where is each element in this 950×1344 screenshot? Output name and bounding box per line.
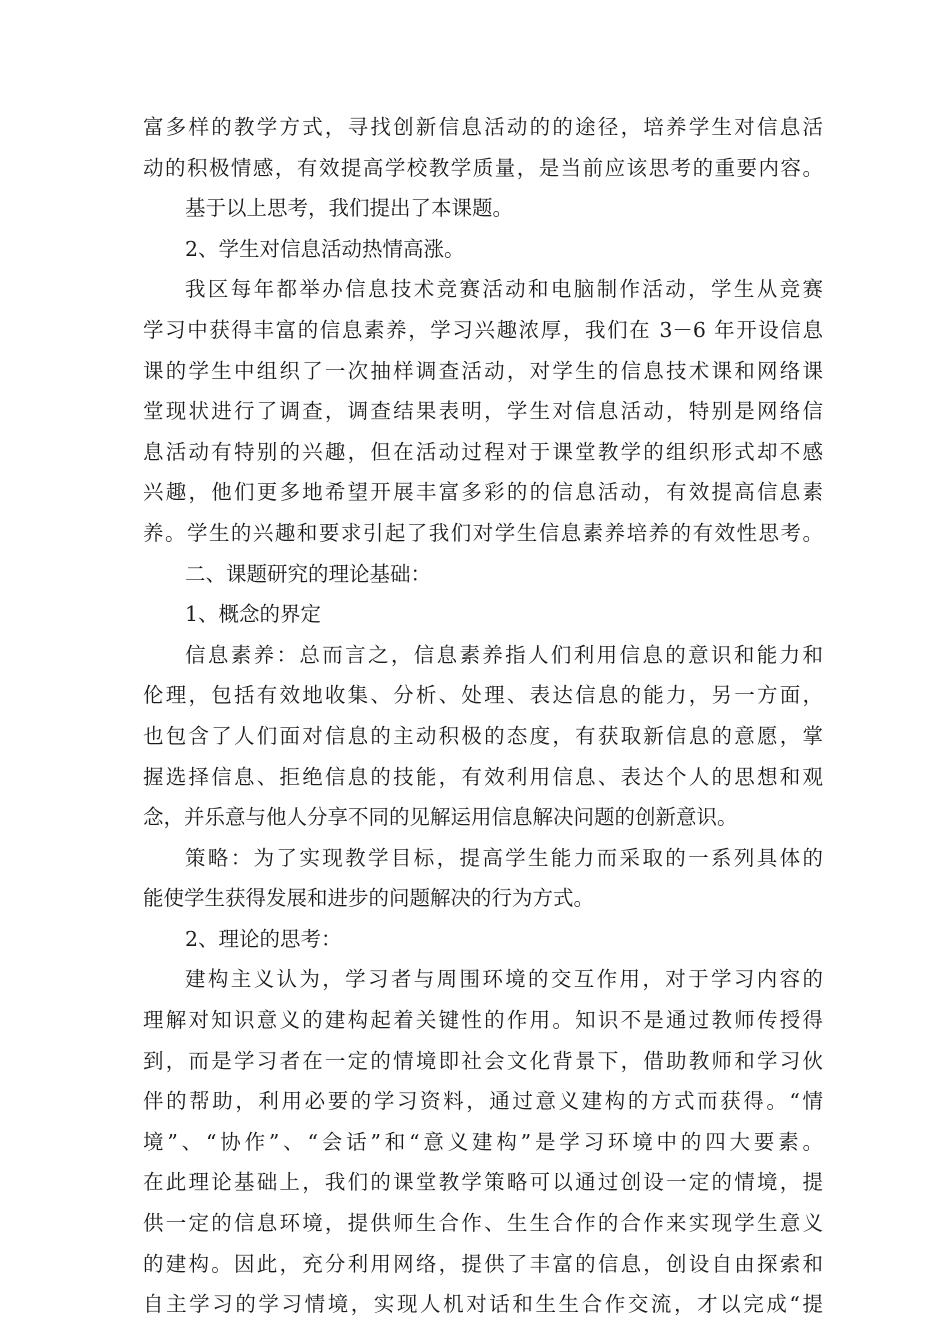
text-line: 基于以上思考，我们提出了本课题。 xyxy=(185,196,513,221)
text-line: 二、课题研究的理论基础： xyxy=(185,561,431,586)
document-body xyxy=(143,107,823,1325)
text-line: 建构主义认为，学习者与周围环境的交互作用，对于学习内容的 xyxy=(185,967,823,992)
text-line: 能使学生获得发展和进步的问题解决的行为方式。 xyxy=(143,886,594,911)
text-line: 2、学生对信息活动热情高涨。 xyxy=(185,236,465,261)
text-line: 2、理论的思考： xyxy=(185,926,342,951)
text-line: 我区每年都举办信息技术竞赛活动和电脑制作活动，学生从竞赛 xyxy=(185,277,823,302)
text-line: 1、概念的界定 xyxy=(185,602,322,627)
text-line: 信息素养：总而言之，信息素养指人们利用信息的意识和能力和 xyxy=(185,642,823,667)
text-line: 伴的帮助，利用必要的学习资料，通过意义建构的方式而获得。“情 xyxy=(143,1089,823,1114)
text-line: 理解对知识意义的建构起着关键性的作用。知识不是通过教师传授得 xyxy=(143,1008,823,1033)
text-line: 也包含了人们面对信息的主动积极的态度，有获取新信息的意愿，掌 xyxy=(143,723,823,748)
text-line: 念，并乐意与他人分享不同的见解运用信息解决问题的创新意识。 xyxy=(143,805,738,830)
text-line: 自主学习的学习情境，实现人机对话和生生合作交流，才以完成“提 xyxy=(143,1292,823,1317)
text-line: 息活动有特别的兴趣，但在活动过程对于课堂教学的组织形式却不感 xyxy=(143,439,823,464)
text-line: 兴趣，他们更多地希望开展丰富多彩的的信息活动，有效提高信息素 xyxy=(143,480,823,505)
text-line: 境”、“协作”、“会话”和“意义建构”是学习环境中的四大要素。 xyxy=(143,1129,823,1154)
text-line: 堂现状进行了调查，调查结果表明，学生对信息活动，特别是网络信 xyxy=(143,399,823,424)
text-line: 伦理，包括有效地收集、分析、处理、表达信息的能力，另一方面， xyxy=(143,683,823,708)
text-line: 供一定的信息环境，提供师生合作、生生合作的合作来实现学生意义 xyxy=(143,1211,823,1236)
text-line: 在此理论基础上，我们的课堂教学策略可以通过创设一定的情境，提 xyxy=(143,1170,823,1195)
text-line: 富多样的教学方式，寻找创新信息活动的的途径，培养学生对信息活 xyxy=(143,115,823,139)
text-line: 养。学生的兴趣和要求引起了我们对学生信息素养培养的有效性思考。 xyxy=(143,520,823,545)
text-line: 动的积极情感，有效提高学校教学质量，是当前应该思考的重要内容。 xyxy=(143,155,823,180)
text-line: 课的学生中组织了一次抽样调查活动，对学生的信息技术课和网络课 xyxy=(143,358,823,383)
text-line: 的建构。因此，充分利用网络，提供了丰富的信息，创设自由探索和 xyxy=(143,1251,823,1276)
text-line: 握选择信息、拒绝信息的技能，有效利用信息、表达个人的思想和观 xyxy=(143,764,823,789)
text-line: 到，而是学习者在一定的情境即社会文化背景下，借助教师和学习伙 xyxy=(143,1048,823,1073)
text-line: 策略：为了实现教学目标，提高学生能力而采取的一系列具体的 xyxy=(185,845,823,870)
text-line: 学习中获得丰富的信息素养，学习兴趣浓厚，我们在 3－6 年开设信息 xyxy=(143,317,823,342)
